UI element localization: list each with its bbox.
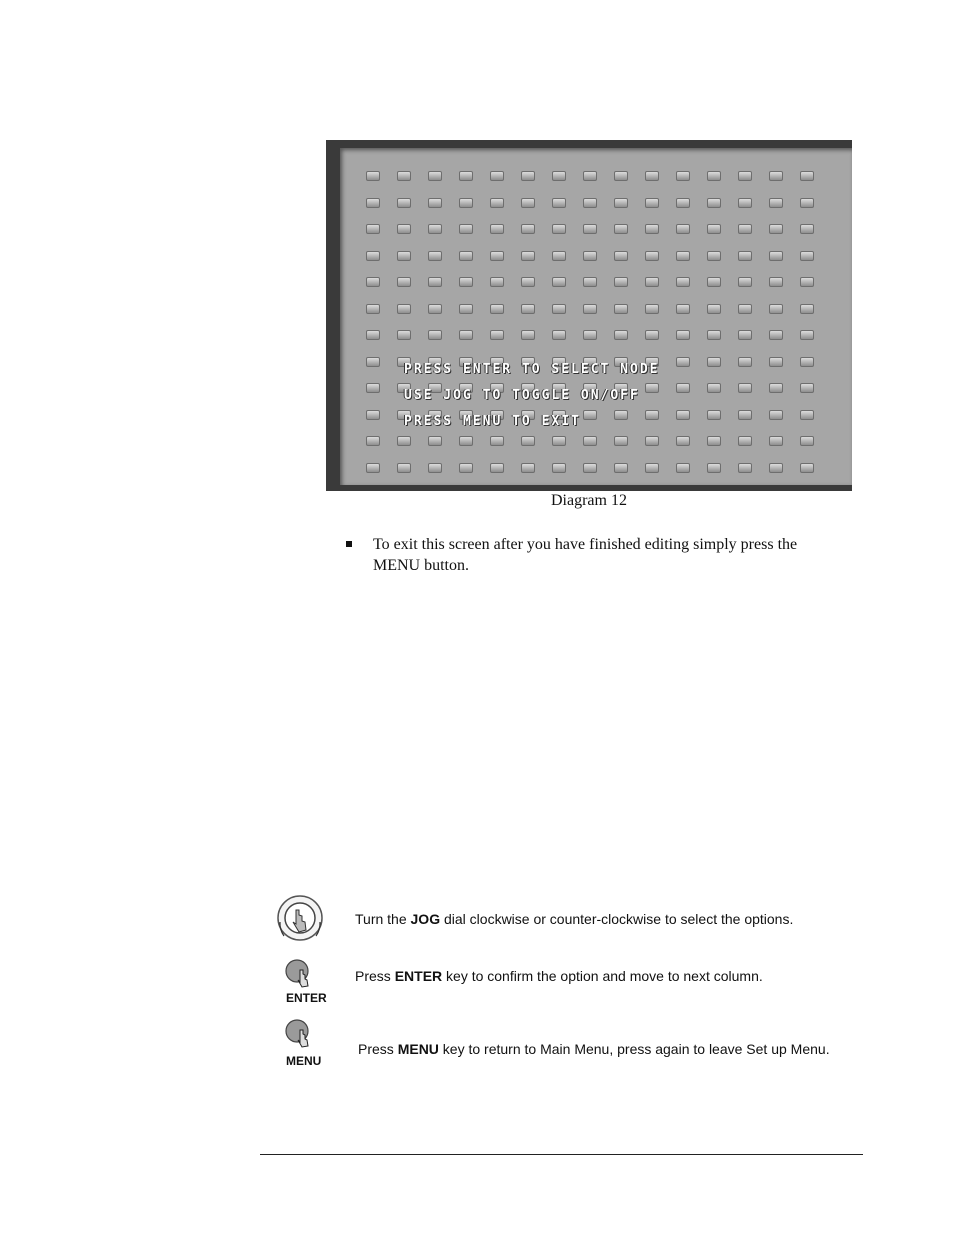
grid-cell[interactable] <box>738 171 752 181</box>
grid-cell[interactable] <box>645 436 659 446</box>
control-row-menu <box>270 1016 870 1070</box>
grid-cell[interactable] <box>428 304 442 314</box>
grid-cell[interactable] <box>769 251 783 261</box>
grid-cell[interactable] <box>397 277 411 287</box>
menu-key-label: MENU <box>397 1041 439 1057</box>
grid-cell[interactable] <box>800 251 814 261</box>
grid-cell[interactable] <box>428 251 442 261</box>
grid-cell[interactable] <box>552 198 566 208</box>
grid-cell[interactable] <box>583 277 597 287</box>
osd-line-exit: PRESS MENU TO EXIT <box>404 414 581 429</box>
figure-caption: Diagram 12 <box>551 492 627 509</box>
grid-cell[interactable] <box>800 198 814 208</box>
grid-cell[interactable] <box>676 224 690 234</box>
grid-cell[interactable] <box>459 224 473 234</box>
grid-cell[interactable] <box>738 410 752 420</box>
grid-cell[interactable] <box>552 304 566 314</box>
grid-cell[interactable] <box>769 304 783 314</box>
grid-cell[interactable] <box>614 330 628 340</box>
control-menu-text: Press MENU key to return to Main Menu, press again to leave Set up Menu. <box>358 1041 830 1057</box>
grid-cell[interactable] <box>614 304 628 314</box>
grid-cell[interactable] <box>397 224 411 234</box>
enter-icon-label: ENTER <box>286 991 327 1005</box>
grid-cell[interactable] <box>707 463 721 473</box>
grid-cell[interactable] <box>366 198 380 208</box>
grid-cell[interactable] <box>583 330 597 340</box>
grid-cell[interactable] <box>397 330 411 340</box>
grid-cell[interactable] <box>707 198 721 208</box>
grid-cell[interactable] <box>676 436 690 446</box>
grid-cell[interactable] <box>521 251 535 261</box>
grid-cell[interactable] <box>676 304 690 314</box>
grid-cell[interactable] <box>521 304 535 314</box>
grid-cell[interactable] <box>614 410 628 420</box>
grid-cell[interactable] <box>738 463 752 473</box>
grid-cell[interactable] <box>366 251 380 261</box>
footer-rule <box>260 1154 863 1155</box>
grid-cell[interactable] <box>800 277 814 287</box>
grid-cell[interactable] <box>583 224 597 234</box>
grid-cell[interactable] <box>738 277 752 287</box>
grid-cell[interactable] <box>707 277 721 287</box>
control-enter-text: Press ENTER key to confirm the option and move to next column. <box>355 968 763 984</box>
grid-cell[interactable] <box>614 171 628 181</box>
grid-cell[interactable] <box>707 304 721 314</box>
grid-cell[interactable] <box>521 224 535 234</box>
grid-cell[interactable] <box>521 463 535 473</box>
grid-cell[interactable] <box>428 171 442 181</box>
grid-cell[interactable] <box>583 410 597 420</box>
grid-cell[interactable] <box>738 224 752 234</box>
grid-cell[interactable] <box>645 410 659 420</box>
motion-grid-screen <box>340 148 852 485</box>
osd-line-select: PRESS ENTER TO SELECT NODE <box>404 362 660 377</box>
grid-cell[interactable] <box>707 410 721 420</box>
grid-cell[interactable] <box>583 436 597 446</box>
grid-cell[interactable] <box>490 304 504 314</box>
grid-cell[interactable] <box>707 171 721 181</box>
grid-cell[interactable] <box>459 171 473 181</box>
grid-cell[interactable] <box>366 410 380 420</box>
grid-cell[interactable] <box>366 171 380 181</box>
grid-cell[interactable] <box>552 251 566 261</box>
grid-cell[interactable] <box>459 463 473 473</box>
grid-cell[interactable] <box>800 171 814 181</box>
grid-cell[interactable] <box>614 436 628 446</box>
osd-line-toggle: USE JOG TO TOGGLE ON/OFF <box>404 388 640 403</box>
jog-key-label: JOG <box>410 911 441 927</box>
grid-cell[interactable] <box>397 436 411 446</box>
grid-cell[interactable] <box>614 198 628 208</box>
grid-cell[interactable] <box>397 171 411 181</box>
grid-cell[interactable] <box>552 277 566 287</box>
grid-cell[interactable] <box>459 277 473 287</box>
bullet-square-icon <box>346 541 352 547</box>
grid-cell[interactable] <box>676 277 690 287</box>
grid-cell[interactable] <box>676 463 690 473</box>
grid-cell[interactable] <box>707 330 721 340</box>
grid-cell[interactable] <box>645 277 659 287</box>
grid-cell[interactable] <box>645 198 659 208</box>
grid-cell[interactable] <box>552 436 566 446</box>
grid-cell[interactable] <box>583 198 597 208</box>
grid-cell[interactable] <box>800 410 814 420</box>
grid-cell[interactable] <box>645 224 659 234</box>
grid-cell[interactable] <box>645 463 659 473</box>
grid-cell[interactable] <box>769 330 783 340</box>
grid-cell[interactable] <box>459 436 473 446</box>
grid-cell[interactable] <box>738 304 752 314</box>
grid-cell[interactable] <box>614 251 628 261</box>
grid-cell[interactable] <box>552 171 566 181</box>
control-jog-text: Turn the JOG dial clockwise or counter-clockwise to select the options. <box>355 911 794 927</box>
grid-cell[interactable] <box>521 436 535 446</box>
grid-cell[interactable] <box>645 330 659 340</box>
grid-cell[interactable] <box>552 330 566 340</box>
grid-cell[interactable] <box>521 171 535 181</box>
grid-cell[interactable] <box>738 251 752 261</box>
grid-cell[interactable] <box>490 277 504 287</box>
grid-cell[interactable] <box>645 383 659 393</box>
grid-cell[interactable] <box>614 277 628 287</box>
grid-cell[interactable] <box>397 304 411 314</box>
grid-cell[interactable] <box>769 436 783 446</box>
grid-cell[interactable] <box>769 410 783 420</box>
grid-cell[interactable] <box>366 330 380 340</box>
grid-cell[interactable] <box>738 383 752 393</box>
grid-cell[interactable] <box>428 277 442 287</box>
grid-cell[interactable] <box>490 198 504 208</box>
grid-cell[interactable] <box>769 224 783 234</box>
grid-cell[interactable] <box>645 171 659 181</box>
grid-cell[interactable] <box>769 383 783 393</box>
grid-cell[interactable] <box>490 436 504 446</box>
motion-detection-grid <box>340 148 852 485</box>
grid-cell[interactable] <box>645 251 659 261</box>
grid-cell[interactable] <box>428 224 442 234</box>
grid-cell[interactable] <box>676 410 690 420</box>
grid-cell[interactable] <box>428 463 442 473</box>
grid-cell[interactable] <box>614 463 628 473</box>
grid-cell[interactable] <box>459 330 473 340</box>
grid-cell[interactable] <box>490 251 504 261</box>
grid-cell[interactable] <box>521 330 535 340</box>
grid-cell[interactable] <box>428 198 442 208</box>
grid-cell[interactable] <box>769 357 783 367</box>
grid-cell[interactable] <box>676 171 690 181</box>
grid-cell[interactable] <box>800 357 814 367</box>
grid-cell[interactable] <box>583 251 597 261</box>
grid-cell[interactable] <box>769 277 783 287</box>
grid-cell[interactable] <box>676 383 690 393</box>
grid-cell[interactable] <box>769 171 783 181</box>
bullet-item <box>346 534 836 576</box>
control-row-enter <box>270 956 870 1006</box>
grid-cell[interactable] <box>366 383 380 393</box>
grid-cell[interactable] <box>800 383 814 393</box>
grid-cell[interactable] <box>366 463 380 473</box>
grid-cell[interactable] <box>366 357 380 367</box>
grid-cell[interactable] <box>738 330 752 340</box>
jog-dial-icon <box>272 892 328 948</box>
enter-button-icon <box>284 958 314 988</box>
grid-cell[interactable] <box>769 463 783 473</box>
grid-cell[interactable] <box>459 251 473 261</box>
bullet-text: To exit this screen after you have finished editing simply press the MENU button. <box>373 536 798 574</box>
grid-cell[interactable] <box>397 463 411 473</box>
grid-cell[interactable] <box>366 224 380 234</box>
grid-cell[interactable] <box>490 171 504 181</box>
grid-cell[interactable] <box>552 463 566 473</box>
grid-cell[interactable] <box>428 436 442 446</box>
grid-cell[interactable] <box>707 436 721 446</box>
grid-cell[interactable] <box>769 198 783 208</box>
grid-cell[interactable] <box>583 463 597 473</box>
grid-cell[interactable] <box>676 198 690 208</box>
grid-cell[interactable] <box>397 251 411 261</box>
grid-cell[interactable] <box>428 330 442 340</box>
grid-cell[interactable] <box>707 224 721 234</box>
grid-cell[interactable] <box>707 357 721 367</box>
grid-cell[interactable] <box>459 304 473 314</box>
grid-cell[interactable] <box>676 357 690 367</box>
grid-cell[interactable] <box>583 304 597 314</box>
grid-cell[interactable] <box>583 171 597 181</box>
grid-cell[interactable] <box>707 251 721 261</box>
control-row-jog <box>270 892 870 948</box>
grid-cell[interactable] <box>707 383 721 393</box>
grid-cell[interactable] <box>800 224 814 234</box>
grid-cell[interactable] <box>366 436 380 446</box>
grid-cell[interactable] <box>366 277 380 287</box>
grid-cell[interactable] <box>490 463 504 473</box>
grid-cell[interactable] <box>800 330 814 340</box>
grid-cell[interactable] <box>397 198 411 208</box>
grid-cell[interactable] <box>738 357 752 367</box>
grid-cell[interactable] <box>676 251 690 261</box>
grid-cell[interactable] <box>800 304 814 314</box>
grid-cell[interactable] <box>490 330 504 340</box>
grid-cell[interactable] <box>614 224 628 234</box>
grid-cell[interactable] <box>645 304 659 314</box>
grid-cell[interactable] <box>676 330 690 340</box>
grid-cell[interactable] <box>521 277 535 287</box>
dvr-screen-figure <box>326 140 852 491</box>
grid-cell[interactable] <box>366 304 380 314</box>
grid-cell[interactable] <box>552 224 566 234</box>
grid-cell[interactable] <box>521 198 535 208</box>
grid-cell[interactable] <box>459 198 473 208</box>
menu-icon-label: MENU <box>286 1054 322 1068</box>
grid-cell[interactable] <box>490 224 504 234</box>
grid-cell[interactable] <box>800 436 814 446</box>
menu-button-icon <box>284 1018 314 1048</box>
grid-cell[interactable] <box>800 463 814 473</box>
grid-cell[interactable] <box>738 198 752 208</box>
enter-key-label: ENTER <box>394 968 443 984</box>
grid-cell[interactable] <box>738 436 752 446</box>
